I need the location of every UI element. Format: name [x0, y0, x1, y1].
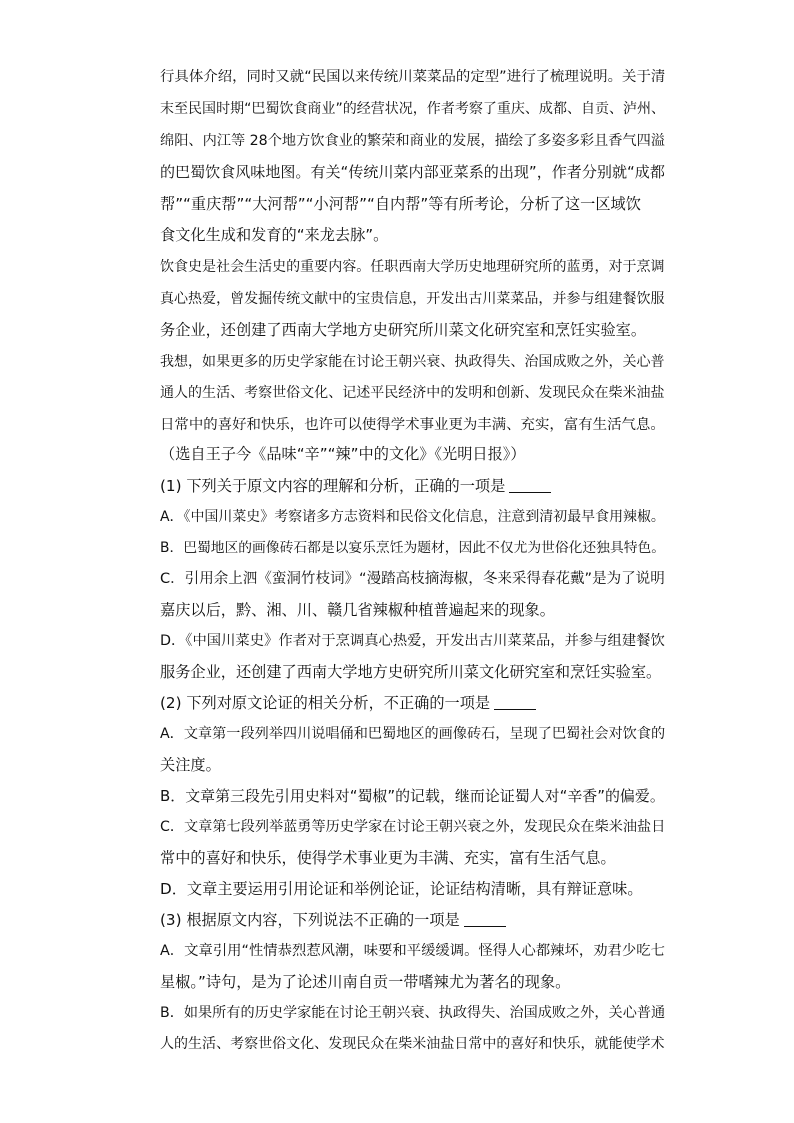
article-line: 饮食史是社会生活史的重要内容。任职西南大学历史地理研究所的蓝勇，对于烹调 — [160, 259, 665, 275]
option-d: D．《中国川菜史》作者对于烹调真心热爱，开发出古川菜菜品，并参与组建餐饮 — [160, 633, 665, 649]
option-c-cont: 常中的喜好和快乐，使得学术事业更为丰满、充实，富有生活气息。 — [160, 849, 616, 867]
article-line: 真心热爱，曾发掘传统文献中的宝贵信息，开发出古川菜菜品，并参与组建餐饮服 — [160, 291, 665, 307]
article-line: 食文化生成和发育的“来龙去脉”。 — [160, 226, 389, 244]
option-c-cont: 嘉庆以后，黔、湘、川、赣几省辣椒种植普遍起来的现象。 — [160, 601, 555, 619]
answer-blank[interactable] — [509, 478, 551, 493]
option-b: B．巴蜀地区的画像砖石都是以宴乐烹饪为题材，因此不仅尤为世俗化还独具特色。 — [160, 540, 666, 556]
option-a: A．文章引用“性情恭烈惹风潮，味要和平缓缓调。怪得人心都辣坏，劝君少吃七 — [160, 943, 665, 959]
option-b: B．如果所有的历史学家能在讨论王朝兴衰、执政得失、治国成败之外，关心普通 — [160, 1005, 666, 1021]
article-line: 日常中的喜好和快乐，也许可以使得学术事业更为丰满、充实，富有生活气息。 — [160, 417, 665, 433]
article-line: 通人的生活、考察世俗文化、记述平民经济中的发明和创新、发现民众在柴米油盐 — [160, 385, 665, 401]
option-c: C．引用余上泗《蛮洞竹枝词》“漫踏高枝摘海椒，冬来采得春花戴”是为了说明 — [160, 571, 665, 587]
question-stem-text: (1) 下列关于原文内容的理解和分析，正确的一项是 — [160, 477, 506, 495]
article-line: 帮”“重庆帮”“大河帮”“小河帮”“自内帮”等有所考论，分析了这一区域饮 — [160, 195, 641, 213]
article-line: 我想，如果更多的历史学家能在讨论王朝兴衰、执政得失、治国成败之外，关心普 — [160, 354, 665, 370]
option-d: D．文章主要运用引用论证和举例论证，论证结构清晰，具有辩证意味。 — [160, 880, 643, 898]
option-a-cont: 关注度。 — [160, 756, 221, 774]
article-line: 行具体介绍，同时又就“民国以来传统川菜菜品的定型”进行了梳理说明。关于清 — [160, 69, 666, 85]
article-line: 末至民国时期“巴蜀饮食商业”的经营状况，作者考察了重庆、成都、自贡、泸州、 — [160, 101, 666, 117]
article-line: 务企业，还创建了西南大学地方史研究所川菜文化研究室和烹饪实验室。 — [160, 321, 646, 339]
answer-blank[interactable] — [464, 912, 506, 927]
article-line: 的巴蜀饮食风味地图。有关“传统川菜内部亚菜系的出现”，作者分别就“成都 — [160, 163, 665, 181]
option-a-cont: 星椒。”诗句，是为了论述川南自贡一带嗜辣尤为著名的现象。 — [160, 973, 571, 991]
option-a: A．文章第一段列举四川说唱俑和巴蜀地区的画像砖石，呈现了巴蜀社会对饮食的 — [160, 726, 666, 742]
option-b: B．文章第三段先引用史料对“蜀椒”的记载，继而论证蜀人对“辛香”的偏爱。 — [160, 787, 665, 805]
source-citation: （选自王子今《品味“辛”“辣”中的文化》《光明日报》） — [160, 445, 526, 463]
question-stem-text: (3) 根据原文内容，下列说法不正确的一项是 — [160, 911, 460, 929]
question-stem — [160, 476, 551, 496]
article-line: 绵阳、内江等 28个地方饮食业的繁荣和商业的发展，描绘了多姿多彩且香气四溢 — [160, 133, 665, 149]
question-stem — [160, 910, 506, 930]
question-stem — [160, 693, 536, 713]
option-a: A．《中国川菜史》考察诸多方志资料和民俗文化信息，注意到清初最早食用辣椒。 — [160, 509, 665, 525]
option-b-cont: 人的生活、考察世俗文化、发现民众在柴米油盐日常中的喜好和快乐，就能使学术 — [160, 1036, 665, 1052]
answer-blank[interactable] — [494, 695, 536, 710]
option-d-cont: 服务企业，还创建了西南大学地方史研究所川菜文化研究室和烹饪实验室。 — [160, 663, 662, 681]
question-stem-text: (2) 下列对原文论证的相关分析，不正确的一项是 — [160, 694, 491, 712]
option-c: C．文章第七段列举蓝勇等历史学家在讨论王朝兴衰之外，发现民众在柴米油盐日 — [160, 819, 666, 835]
